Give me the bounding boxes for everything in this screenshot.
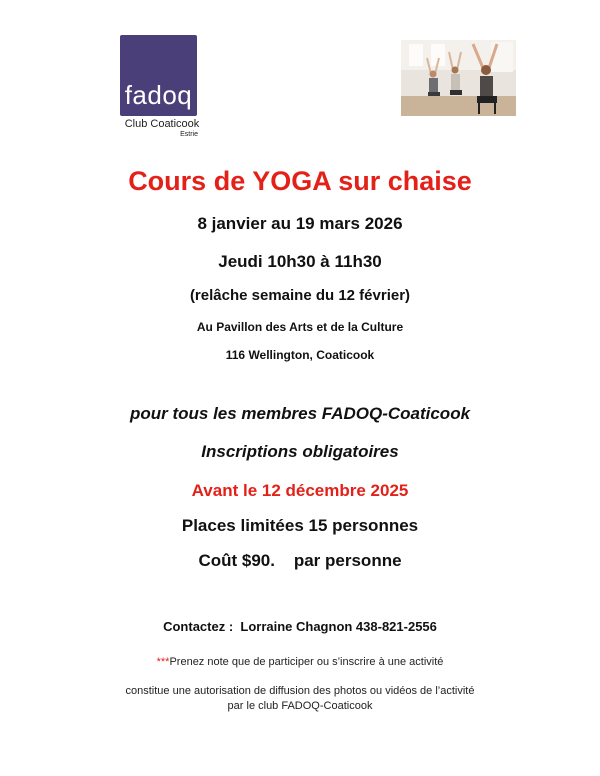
notice-line-3: par le club FADOQ-Coaticook xyxy=(227,700,373,712)
page-title: Cours de YOGA sur chaise xyxy=(128,166,472,196)
venue: Au Pavillon des Arts et de la Culture xyxy=(196,320,404,334)
club-region: Estrie xyxy=(180,131,198,138)
notice-stars: *** xyxy=(156,656,170,668)
notice-text-1: Prenez note que de participer ou s’inscrire à une activité xyxy=(169,656,444,668)
contact-line: Contactez : Lorraine Chagnon 438-821-2556 xyxy=(163,619,437,634)
places-line: Places limitées 15 personnes xyxy=(181,516,419,535)
course-dates: 8 janvier au 19 mars 2026 xyxy=(197,214,403,233)
notice-line-1 xyxy=(0,656,600,668)
club-name: Club Coaticook xyxy=(124,118,200,130)
course-schedule: Jeudi 10h30 à 11h30 xyxy=(218,252,382,271)
yoga-class-photo xyxy=(401,40,516,116)
registration-line: Inscriptions obligatoires xyxy=(201,442,399,461)
break-note: (relâche semaine du 12 février) xyxy=(189,287,411,304)
fadoq-logo xyxy=(120,35,197,116)
notice-line-2: constitue une autorisation de diffusion des photos ou vidéos de l’activité xyxy=(125,685,475,697)
members-line: pour tous les membres FADOQ-Coaticook xyxy=(129,404,471,423)
deadline-line: Avant le 12 décembre 2025 xyxy=(191,481,409,500)
logo-wordmark: fadoq xyxy=(124,80,193,110)
cost-line: Coût $90. par personne xyxy=(198,551,402,570)
address: 116 Wellington, Coaticook xyxy=(225,348,375,362)
